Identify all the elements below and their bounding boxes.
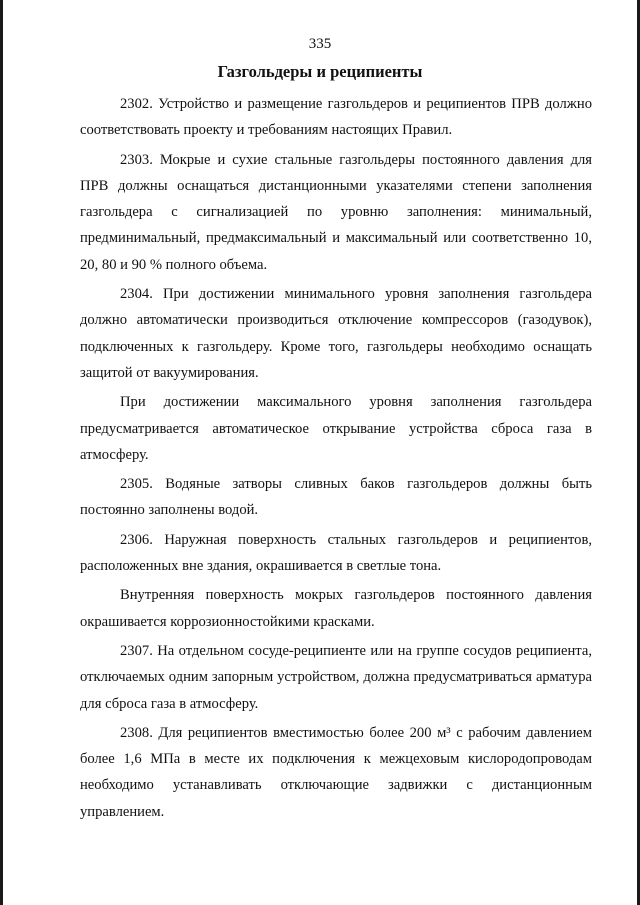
document-body: [80, 91, 592, 828]
paragraph-2307: 2307. На отдельном сосуде-реципиенте или на группе сосудов реципиента, отключаемых одним запорным устройством, должна предусматриваться арматура для сброса газа в атмосферу.: [80, 642, 592, 712]
paragraph-2303: 2303. Мокрые и сухие стальные газгольдеры постоянного давления для ПРВ должны оснащаться дистанционными указателями степени заполнения газгольдера с сигнализацией по уровню заполнения: минимальный, предминимальный, предмаксимальный и максимальный или соответственно 10, 20, 80 и 90 % полного объема.: [80, 151, 592, 273]
paragraph-2304-continued: При достижении максимального уровня заполнения газгольдера предусматривается автоматическое открывание устройства сброса газа в атмосферу.: [80, 394, 592, 463]
paragraph-2302: 2302. Устройство и размещение газгольдеров и реципиентов ПРВ должно соответствовать проекту и требованиям настоящих Правил.: [80, 96, 592, 139]
paragraph-2305: 2305. Водяные затворы сливных баков газгольдеров должны быть постоянно заполнены водой.: [80, 476, 592, 519]
paragraph-2304: 2304. При достижении минимального уровня заполнения газгольдера должно автоматически производиться отключение компрессоров (газодувок), подключенных к газгольдеру. Кроме того, газгольдеры необходимо оснащать защитой от вакуумирования.: [80, 286, 592, 381]
section-title: Газгольдеры и реципиенты: [217, 62, 423, 81]
paragraph-2306: 2306. Наружная поверхность стальных газгольдеров и реципиентов, расположенных вне здания, окрашивается в светлые тона.: [80, 531, 592, 575]
paragraph-2306-continued: Внутренняя поверхность мокрых газгольдеров постоянного давления окрашивается коррозионностойкими красками.: [80, 587, 592, 630]
page-number: 335: [308, 36, 332, 52]
paragraph-2308: 2308. Для реципиентов вместимостью более 200 м³ с рабочим давлением более 1,6 МПа в месте их подключения к межцеховым кислородопроводам необходимо устанавливать отключающие задвижки с дистанционным управлением.: [80, 724, 592, 820]
